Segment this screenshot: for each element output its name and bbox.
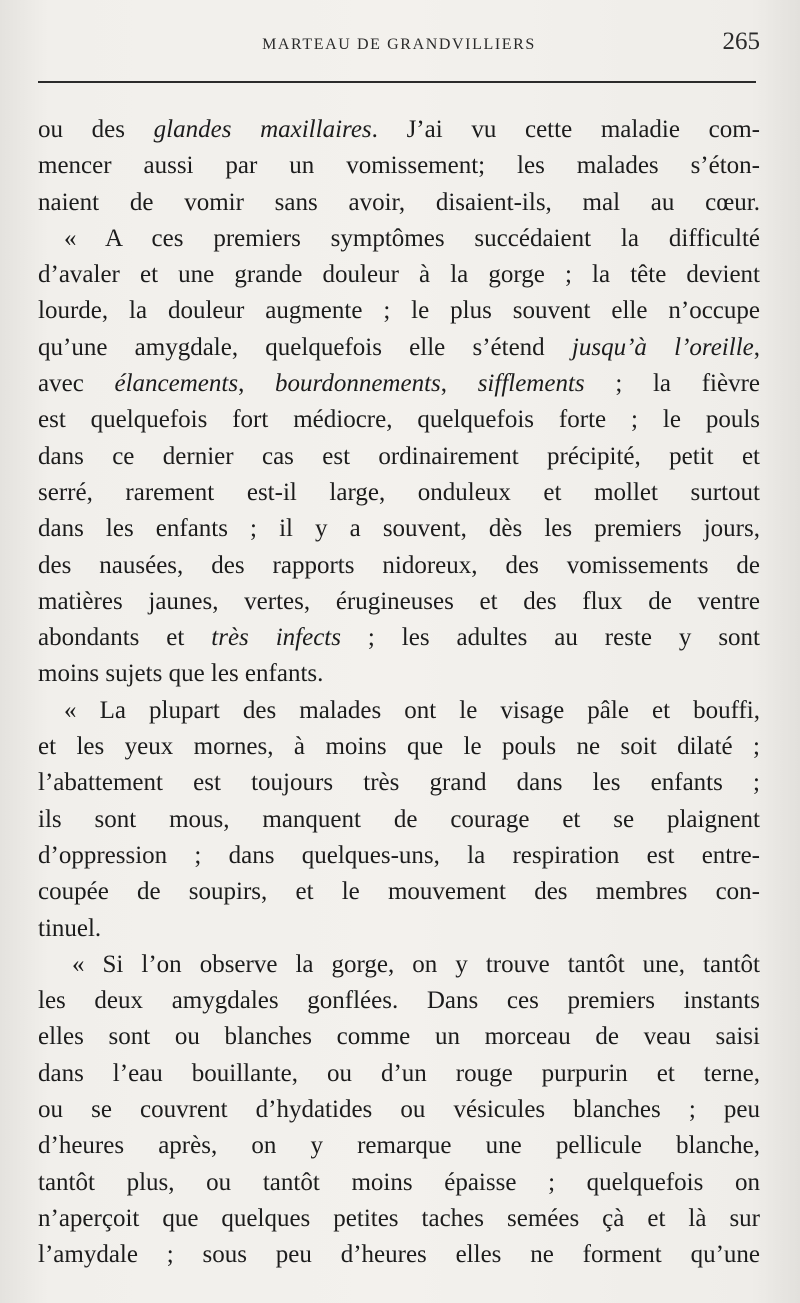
text-line: ou des glandes maxillaires. J’ai vu cette maladie com- [38, 116, 760, 143]
text-line: qu’une amygdale, quelquefois elle s’étend jusqu’à l’oreille, [38, 333, 760, 361]
body-text [38, 112, 760, 1274]
text-line: est quelquefois fort médiocre, quelquefois forte ; le pouls [38, 406, 760, 434]
text-line: des nausées, des rapports nidoreux, des vomissements de [38, 551, 760, 579]
paragraph-start-line: « Si l’on observe la gorge, on y trouve tantôt une, tantôt [72, 950, 760, 978]
text-line: les deux amygdales gonflées. Dans ces premiers instants [38, 987, 760, 1015]
text-line: dans les enfants ; il y a souvent, dès les premiers jours, [38, 515, 760, 543]
paragraph-start-line: « A ces premiers symptômes succédaient la difficulté [64, 224, 760, 252]
text-line: l’abattement est toujours très grand dans les enfants ; [38, 769, 760, 797]
header-rule [38, 81, 756, 83]
paragraph-start-line: « La plupart des malades ont le visage pâle et bouffi, [64, 696, 760, 724]
text-line: tinuel. [38, 914, 102, 942]
page-number: 265 [722, 28, 760, 55]
text-line: ils sont mous, manquent de courage et se plaignent [38, 805, 760, 833]
text-line: serré, rarement est-il large, onduleux et mollet surtout [38, 478, 760, 506]
text-line: naient de vomir sans avoir, disaient-ils, mal au cœur. [38, 188, 760, 216]
text-line: matières jaunes, vertes, érugineuses et des flux de ventre [38, 587, 760, 615]
text-line: mencer aussi par un vomissement; les malades s’éton- [38, 152, 760, 180]
text-line: et les yeux mornes, à moins que le pouls ne soit dilaté ; [38, 733, 760, 761]
text-line: abondants et très infects ; les adultes au reste y sont [38, 624, 760, 652]
text-line: dans ce dernier cas est ordinairement précipité, petit et [38, 442, 760, 470]
text-line: d’oppression ; dans quelques-uns, la respiration est entre- [38, 841, 760, 869]
text-line: tantôt plus, ou tantôt moins épaisse ; quelquefois on [38, 1168, 760, 1196]
running-title: MARTEAU DE GRANDVILLIERS [262, 36, 536, 53]
text-line: dans l’eau bouillante, ou d’un rouge purpurin et terne, [38, 1059, 760, 1087]
text-line: n’aperçoit que quelques petites taches semées çà et là sur [38, 1204, 760, 1232]
text-line: lourde, la douleur augmente ; le plus souvent elle n’occupe [38, 297, 760, 325]
text-line: ou se couvrent d’hydatides ou vésicules blanches ; peu [38, 1096, 760, 1124]
running-head [38, 30, 760, 64]
text-line: d’heures après, on y remarque une pellicule blanche, [38, 1132, 760, 1160]
text-line: coupée de soupirs, et le mouvement des membres con- [38, 878, 760, 906]
text-line: moins sujets que les enfants. [38, 660, 324, 688]
text-line: l’amydale ; sous peu d’heures elles ne forment qu’une [38, 1241, 760, 1269]
text-line: d’avaler et une grande douleur à la gorge ; la tête devient [38, 261, 760, 289]
text-line: avec élancements, bourdonnements, sifflements ; la fièvre [38, 370, 761, 398]
text-line: elles sont ou blanches comme un morceau de veau saisi [38, 1023, 760, 1051]
